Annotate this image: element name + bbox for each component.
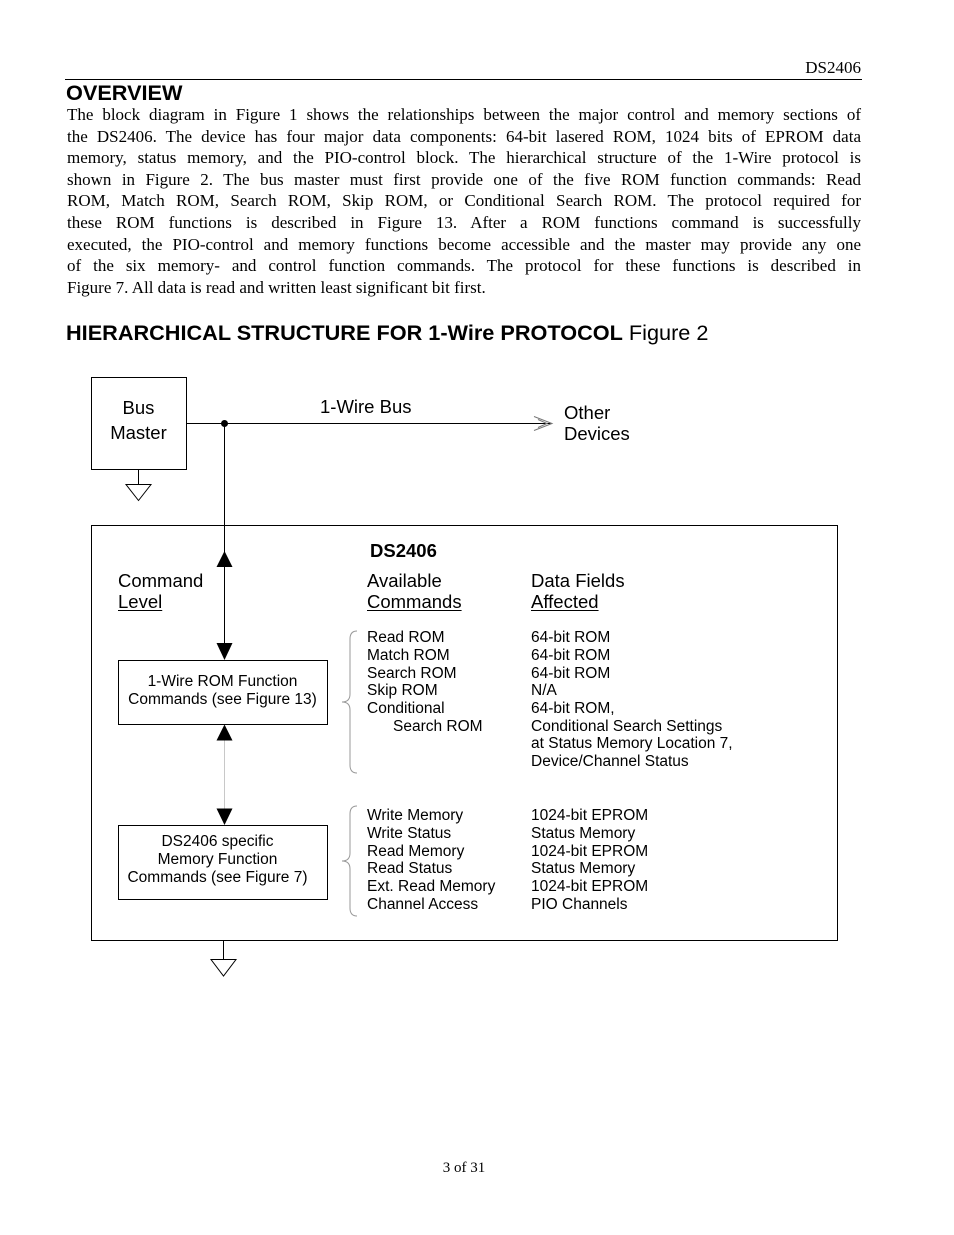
- other-devices-line: Devices: [564, 422, 630, 444]
- overview-line: these ROM functions is described in Figure 13. After a ROM functions command is successfully: [67, 212, 861, 232]
- list-item: Skip ROM: [367, 682, 438, 700]
- rom-down-arrow-icon: [217, 643, 233, 660]
- rom-up-arrow-icon: [217, 551, 233, 567]
- column-header-line: Commands: [367, 590, 462, 612]
- column-header-line: Level: [118, 590, 163, 612]
- overview-heading: OVERVIEW: [66, 79, 183, 105]
- list-item: Device/Channel Status: [531, 753, 689, 771]
- figure-title-bold: HIERARCHICAL STRUCTURE FOR 1-Wire PROTOCOL: [66, 319, 623, 345]
- column-header-line: Command: [118, 569, 204, 591]
- overview-line: memory, status memory, and the PIO-control block. The hierarchical structure of the 1-Wire protocol is: [67, 148, 861, 168]
- memory-commands-brace-icon: [342, 806, 357, 916]
- overview-line: shown in Figure 2. The bus master must first provide one of the five ROM function commands: Read: [67, 169, 861, 189]
- column-header-command-level: [118, 570, 203, 612]
- list-item: Read ROM: [367, 629, 445, 647]
- list-item: PIO Channels: [531, 895, 628, 913]
- list-item: Search ROM: [393, 717, 483, 735]
- list-item: 1024-bit EPROM: [531, 878, 649, 896]
- overview-line: The block diagram in Figure 1 shows the relationships between the major control and memory sections of: [67, 105, 861, 124]
- memory-down-arrow-icon: [217, 809, 233, 826]
- list-item: Status Memory: [531, 860, 636, 878]
- list-item: at Status Memory Location 7,: [531, 735, 733, 753]
- other-devices-line: Other: [564, 401, 611, 423]
- list-item: 1024-bit EPROM: [531, 842, 649, 860]
- list-item: N/A: [531, 682, 557, 700]
- list-item: Status Memory: [531, 824, 636, 842]
- rom-commands-brace-icon: [342, 631, 357, 773]
- list-item: 64-bit ROM: [531, 664, 611, 682]
- column-header-line: Data Fields: [531, 569, 625, 591]
- bus-master-line: Master: [110, 421, 167, 443]
- memory-function-box-label: [118, 833, 327, 887]
- figure-title: [66, 319, 709, 345]
- list-item: Conditional Search Settings: [531, 717, 723, 735]
- box-label-line: Memory Function: [157, 851, 278, 869]
- list-item: 64-bit ROM,: [531, 700, 615, 718]
- box-label-line: 1-Wire ROM Function: [147, 673, 298, 691]
- list-item: Conditional: [367, 700, 445, 718]
- box-label-line: DS2406 specific: [161, 833, 274, 851]
- column-header-line: Affected: [531, 590, 599, 612]
- memory-commands-list: [367, 807, 495, 913]
- device-label: DS2406: [370, 539, 437, 561]
- rom-commands-list: [367, 629, 483, 735]
- column-header-data-fields: [531, 570, 625, 612]
- document-id: DS2406: [805, 58, 861, 77]
- memory-up-arrow-icon: [217, 725, 233, 741]
- list-item: Match ROM: [367, 646, 450, 664]
- overview-paragraph: [67, 104, 861, 298]
- list-item: 64-bit ROM: [531, 629, 611, 647]
- column-header-line: Available: [367, 569, 442, 591]
- bus-master-label: [91, 395, 186, 445]
- box-label-line: Commands (see Figure 7): [127, 869, 308, 887]
- list-item: Search ROM: [367, 664, 457, 682]
- rom-function-box-label: [118, 673, 327, 708]
- list-item: Channel Access: [367, 895, 479, 913]
- overview-line: ROM, Match ROM, Search ROM, Skip ROM, or Conditional Search ROM. The protocol required for: [67, 191, 861, 211]
- ground-triangle-icon: [211, 960, 236, 977]
- overview-line: executed, the PIO-control and memory functions become accessible and the master may provide any one: [67, 234, 861, 254]
- page-number: 3 of 31: [442, 1160, 486, 1176]
- device-ground-icon: [211, 941, 236, 977]
- bus-master-ground-icon: [126, 470, 151, 501]
- overview-line: the DS2406. The device has four major data components: 64-bit lasered ROM, 1024 bits of EPROM data: [67, 126, 861, 146]
- overview-line: Figure 7. All data is read and written least significant bit first.: [67, 277, 486, 297]
- rom-data-fields-list: [531, 629, 733, 771]
- ground-triangle-icon: [126, 485, 151, 501]
- bus-master-line: Bus: [122, 396, 155, 418]
- list-item: Write Status: [367, 824, 452, 842]
- one-wire-bus-label: 1-Wire Bus: [320, 395, 412, 417]
- other-devices-label: [564, 402, 630, 444]
- memory-data-fields-list: [531, 807, 648, 913]
- list-item: 64-bit ROM: [531, 646, 611, 664]
- box-label-line: Commands (see Figure 13): [128, 690, 317, 708]
- list-item: Write Memory: [367, 807, 464, 825]
- figure-number: Figure 2: [628, 319, 709, 345]
- list-item: Ext. Read Memory: [367, 878, 496, 896]
- list-item: Read Memory: [367, 842, 465, 860]
- list-item: 1024-bit EPROM: [531, 807, 649, 825]
- column-header-available-commands: [367, 570, 462, 612]
- list-item: Read Status: [367, 860, 453, 878]
- overview-line: of the six memory- and control function commands. The protocol for these functions is described in: [67, 256, 861, 276]
